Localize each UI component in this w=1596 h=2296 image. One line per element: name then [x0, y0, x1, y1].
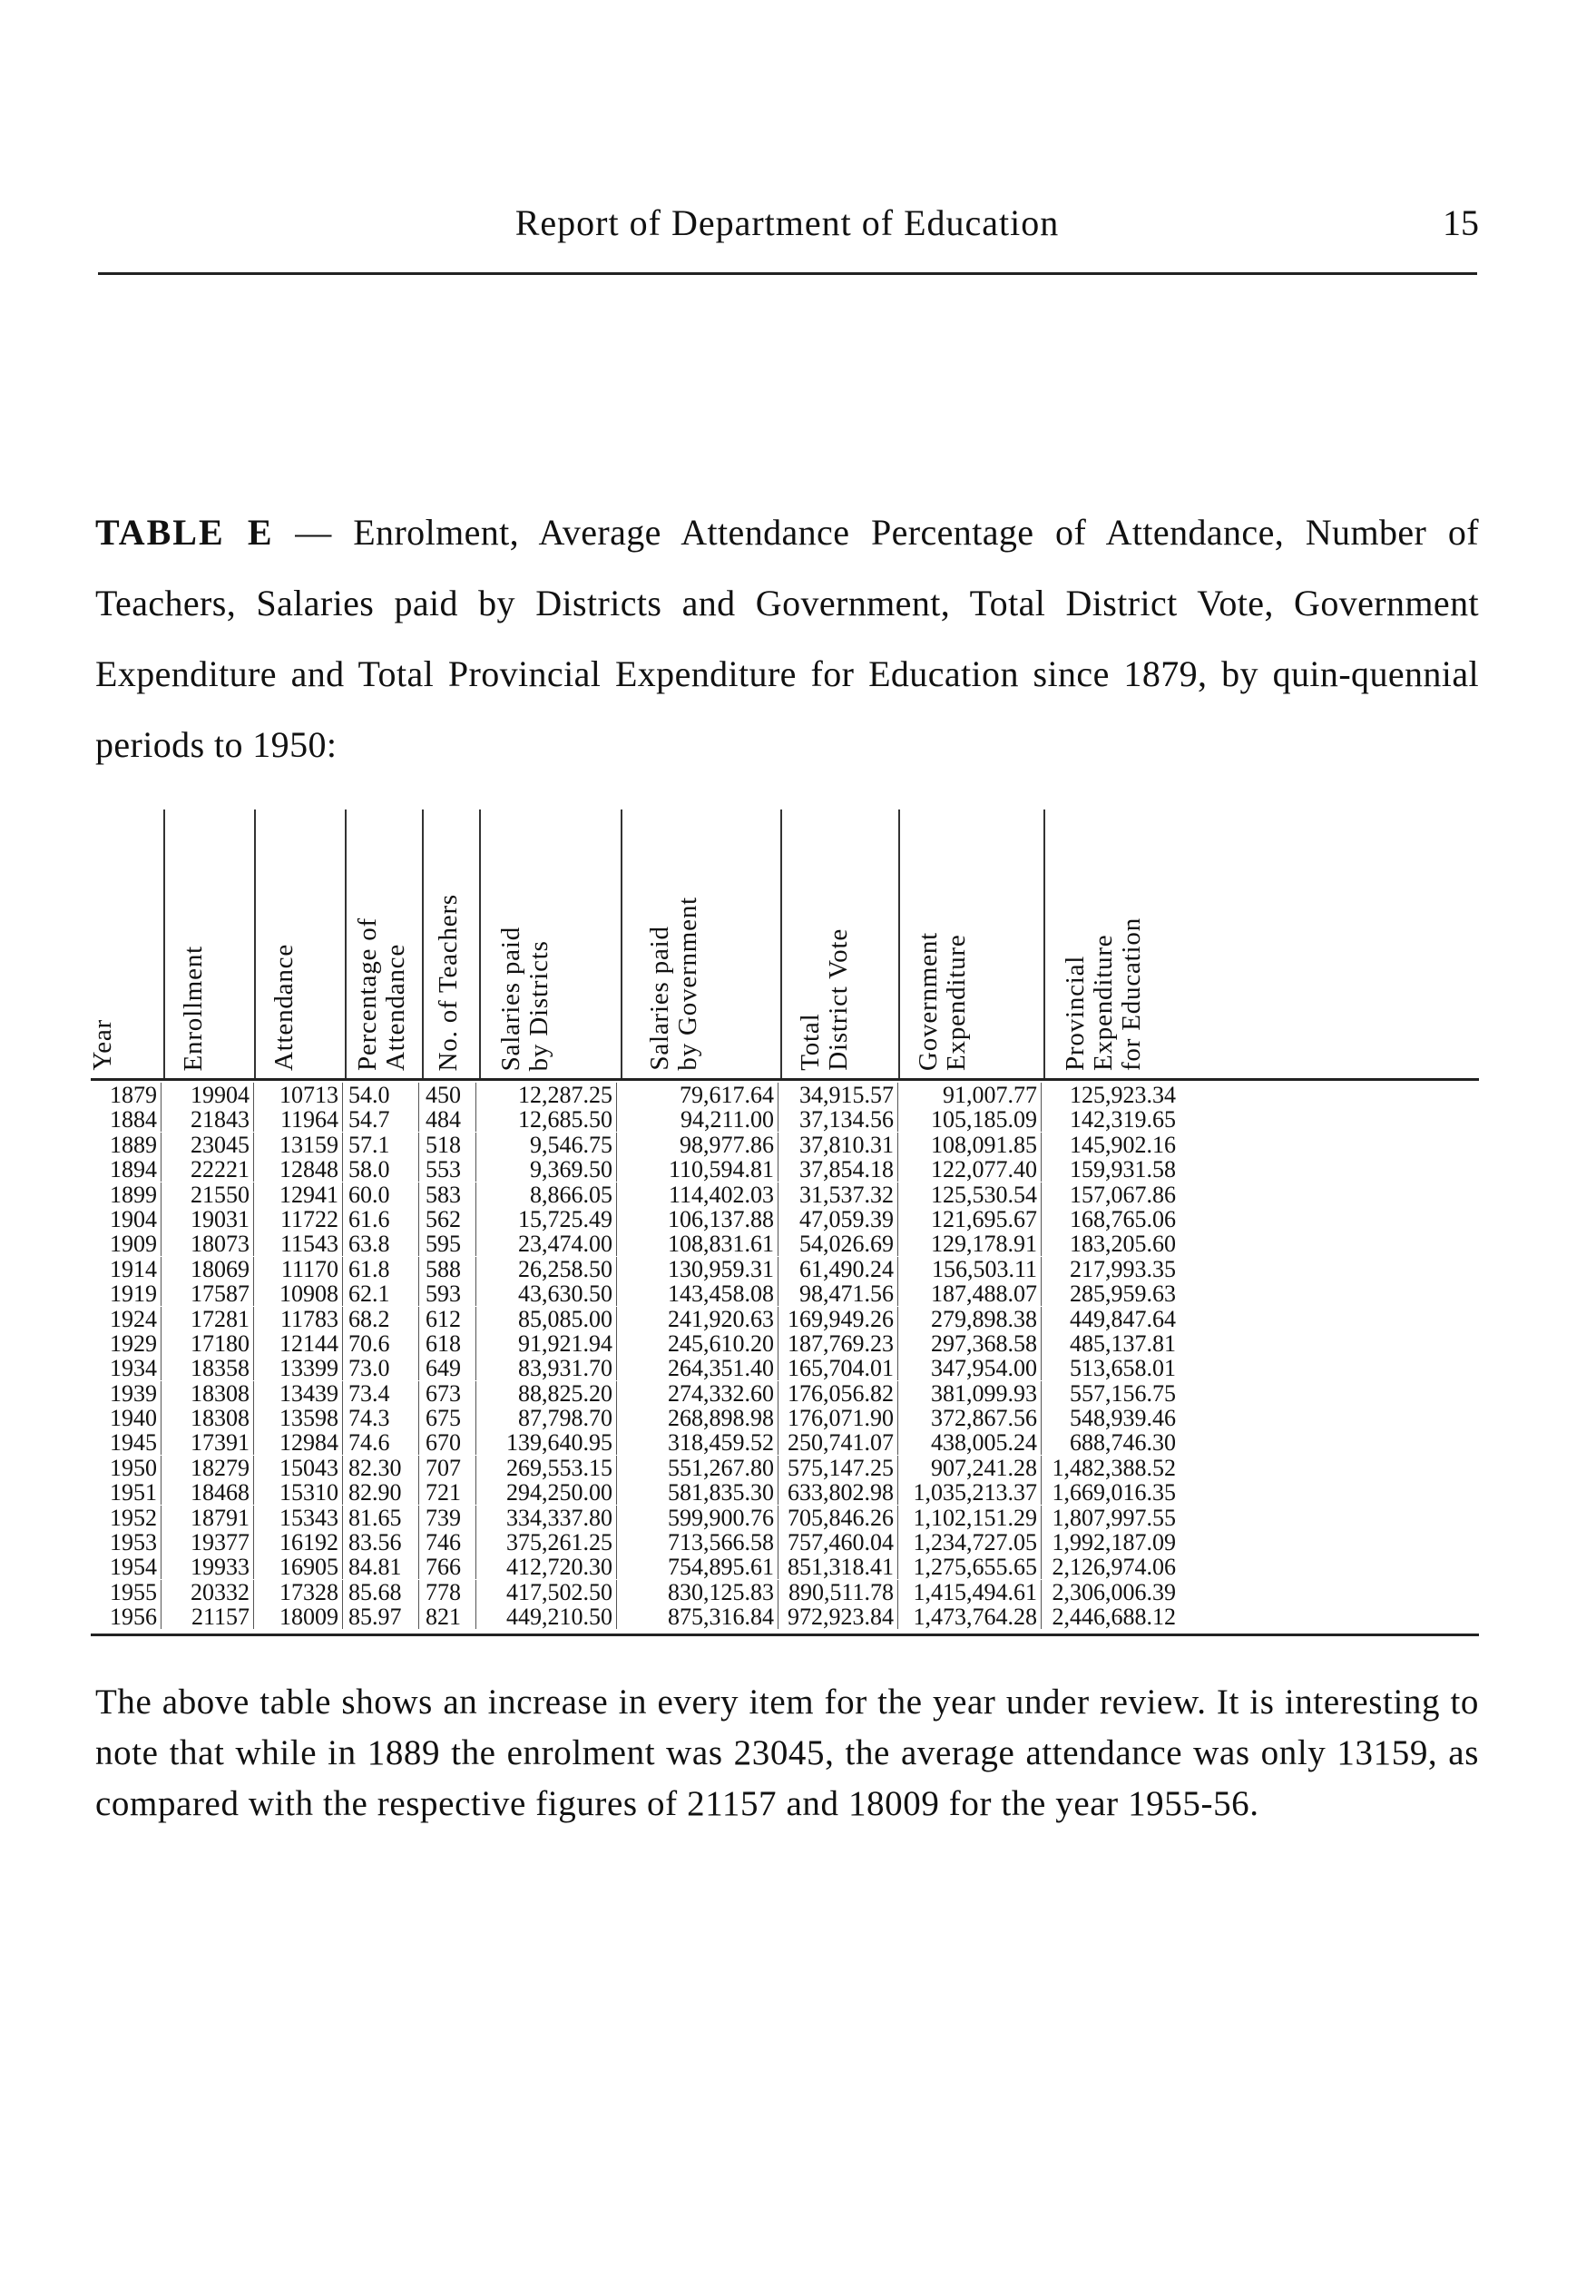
- table-cell: 1894: [91, 1157, 162, 1182]
- table-cell: 11783: [256, 1307, 343, 1331]
- table-cell: 157,067.86: [1070, 1181, 1176, 1208]
- table-cell: 73.0: [345, 1356, 419, 1380]
- table-cell: 83.56: [345, 1530, 419, 1555]
- header-label: Government Expenditure: [914, 932, 971, 1071]
- header-no-of-teachers: [422, 799, 479, 1078]
- table-cell: 1879: [91, 1083, 162, 1107]
- table-row: [91, 1580, 1479, 1604]
- table-cell: 1950: [91, 1456, 162, 1480]
- table-cell: 575,147.25: [780, 1456, 898, 1480]
- table-cell: 1909: [91, 1231, 162, 1256]
- table-cell: 588: [422, 1257, 476, 1281]
- table-cell: 268,898.98: [622, 1406, 778, 1430]
- table-cell: 82.90: [345, 1480, 419, 1505]
- table-cell: 43,630.50: [479, 1281, 617, 1306]
- table-top-rule: [91, 1078, 1479, 1081]
- header-label: Enrollment: [179, 945, 208, 1071]
- table-cell: 274,332.60: [622, 1381, 778, 1406]
- table-cell: 15,725.49: [479, 1207, 617, 1231]
- table-cell: 673: [422, 1381, 476, 1406]
- table-row: [91, 1307, 1479, 1331]
- table-cell: 12984: [256, 1430, 343, 1455]
- table-cell: 1,992,187.09: [1052, 1529, 1176, 1556]
- table-body: [91, 1083, 1479, 1630]
- table-cell: 68.2: [345, 1307, 419, 1331]
- table-cell: 1,669,016.35: [1052, 1479, 1176, 1506]
- table-cell: 63.8: [345, 1231, 419, 1256]
- table-row: [91, 1257, 1479, 1281]
- table-cell: 61.8: [345, 1257, 419, 1281]
- header-percentage-attendance: [345, 799, 422, 1078]
- table-cell: 438,005.24: [900, 1430, 1042, 1455]
- table-cell: 12848: [256, 1157, 343, 1182]
- table-cell: 449,210.50: [479, 1604, 617, 1629]
- table-cell: 12941: [256, 1182, 343, 1207]
- table-cell: 583: [422, 1182, 476, 1207]
- table-cell: 11543: [256, 1231, 343, 1256]
- page-number: 15: [1443, 202, 1479, 243]
- table-cell: 54,026.69: [780, 1231, 898, 1256]
- table-cell: 130,959.31: [622, 1257, 778, 1281]
- column-divider: [1043, 809, 1045, 1078]
- table-cell: 484: [422, 1107, 476, 1132]
- table-cell: 17281: [163, 1307, 254, 1331]
- column-divider: [422, 809, 424, 1078]
- table-cell: 19377: [163, 1530, 254, 1555]
- table-cell: 285,959.63: [1070, 1280, 1176, 1308]
- table-row: [91, 1157, 1479, 1182]
- header-attendance: [254, 799, 345, 1078]
- table-cell: 70.6: [345, 1331, 419, 1356]
- table-cell: 17391: [163, 1430, 254, 1455]
- table-cell: 84.81: [345, 1555, 419, 1579]
- table-cell: 13159: [256, 1133, 343, 1157]
- table-cell: 12,685.50: [479, 1107, 617, 1132]
- table-cell: 168,765.06: [1070, 1205, 1176, 1232]
- table-cell: 18468: [163, 1480, 254, 1505]
- table-cell: 1,473,764.28: [900, 1604, 1042, 1629]
- table-cell: 347,954.00: [900, 1356, 1042, 1380]
- table-cell: 1939: [91, 1381, 162, 1406]
- table-cell: 2,306,006.39: [1052, 1578, 1176, 1605]
- table-cell: 37,854.18: [780, 1157, 898, 1182]
- table-header-row: [88, 799, 1479, 1078]
- table-cell: 156,503.11: [900, 1257, 1042, 1281]
- table-cell: 108,831.61: [622, 1231, 778, 1256]
- table-cell: 907,241.28: [900, 1456, 1042, 1480]
- header-year: [88, 799, 163, 1078]
- table-cell: 73.4: [345, 1381, 419, 1406]
- table-cell: 18308: [163, 1406, 254, 1430]
- table-cell: 61,490.24: [780, 1257, 898, 1281]
- table-cell: 47,059.39: [780, 1207, 898, 1231]
- table-row: [91, 1182, 1479, 1207]
- table-cell: 20332: [163, 1580, 254, 1604]
- table-cell: 91,007.77: [900, 1083, 1042, 1107]
- table-cell: 1956: [91, 1604, 162, 1629]
- table-cell: 26,258.50: [479, 1257, 617, 1281]
- table-cell: 412,720.30: [479, 1555, 617, 1579]
- table-cell: 18791: [163, 1506, 254, 1530]
- table-cell: 129,178.91: [900, 1231, 1042, 1256]
- table-cell: 82.30: [345, 1456, 419, 1480]
- table-row: [91, 1231, 1479, 1256]
- header-label: Provincial Expenditure for Education: [1061, 917, 1146, 1071]
- table-cell: 176,056.82: [780, 1381, 898, 1406]
- table-cell: 19031: [163, 1207, 254, 1231]
- header-total-district-vote: [780, 799, 898, 1078]
- table-cell: 16905: [256, 1555, 343, 1579]
- table-cell: 81.65: [345, 1506, 419, 1530]
- table-cell: 1951: [91, 1480, 162, 1505]
- header-label: Salaries paid by Districts: [496, 926, 553, 1071]
- table-cell: 19933: [163, 1555, 254, 1579]
- table-row: [91, 1456, 1479, 1480]
- table-cell: 176,071.90: [780, 1406, 898, 1430]
- table-cell: 294,250.00: [479, 1480, 617, 1505]
- column-divider: [345, 809, 347, 1078]
- table-cell: 58.0: [345, 1157, 419, 1182]
- table-cell: 381,099.93: [900, 1381, 1042, 1406]
- table-cell: 217,993.35: [1070, 1255, 1176, 1282]
- table-row: [91, 1406, 1479, 1430]
- table-cell: 297,368.58: [900, 1331, 1042, 1356]
- table-cell: 110,594.81: [622, 1157, 778, 1182]
- table-cell: 318,459.52: [622, 1430, 778, 1455]
- table-cell: 513,658.01: [1070, 1355, 1176, 1382]
- table-cell: 54.7: [345, 1107, 419, 1132]
- table-cell: 1919: [91, 1281, 162, 1306]
- table-cell: 122,077.40: [900, 1157, 1042, 1182]
- header-label: Salaries paid by Government: [645, 897, 702, 1071]
- table-cell: 713,566.58: [622, 1530, 778, 1555]
- table-row: [91, 1555, 1479, 1579]
- table-cell: 851,318.41: [780, 1555, 898, 1579]
- header-salaries-government: [621, 799, 780, 1078]
- table-cell: 1953: [91, 1530, 162, 1555]
- table-cell: 890,511.78: [780, 1580, 898, 1604]
- table-cell: 548,939.46: [1070, 1405, 1176, 1432]
- column-divider: [780, 809, 782, 1078]
- table-cell: 245,610.20: [622, 1331, 778, 1356]
- table-cell: 85,085.00: [479, 1307, 617, 1331]
- table-cell: 279,898.38: [900, 1307, 1042, 1331]
- table-cell: 553: [422, 1157, 476, 1182]
- table-cell: 121,695.67: [900, 1207, 1042, 1231]
- table-cell: 18308: [163, 1381, 254, 1406]
- table-cell: 22221: [163, 1157, 254, 1182]
- table-cell: 165,704.01: [780, 1356, 898, 1380]
- table-cell: 599,900.76: [622, 1506, 778, 1530]
- table-label: TABLE E: [95, 512, 274, 553]
- table-row: [91, 1207, 1479, 1231]
- table-cell: 757,460.04: [780, 1530, 898, 1555]
- table-cell: 87,798.70: [479, 1406, 617, 1430]
- table-cell: 17587: [163, 1281, 254, 1306]
- table-cell: 11722: [256, 1207, 343, 1231]
- table-cell: 85.97: [345, 1604, 419, 1629]
- table-cell: 16192: [256, 1530, 343, 1555]
- table-cell: 108,091.85: [900, 1133, 1042, 1157]
- table-cell: 15310: [256, 1480, 343, 1505]
- table-cell: 94,211.00: [622, 1107, 778, 1132]
- table-cell: 612: [422, 1307, 476, 1331]
- table-cell: 1,275,655.65: [900, 1555, 1042, 1579]
- table-cell: 91,921.94: [479, 1331, 617, 1356]
- table-cell: 10908: [256, 1281, 343, 1306]
- table-cell: 1952: [91, 1506, 162, 1530]
- table-cell: 21550: [163, 1182, 254, 1207]
- table-cell: 241,920.63: [622, 1307, 778, 1331]
- table-cell: 1945: [91, 1430, 162, 1455]
- table-cell: 74.6: [345, 1430, 419, 1455]
- table-cell: 17180: [163, 1331, 254, 1356]
- header-salaries-districts: [479, 799, 621, 1078]
- table-cell: 2,126,974.06: [1052, 1554, 1176, 1581]
- table-cell: 1,234,727.05: [900, 1530, 1042, 1555]
- table-cell: 125,530.54: [900, 1182, 1042, 1207]
- table-cell: 17328: [256, 1580, 343, 1604]
- table-cell: 1,415,494.61: [900, 1580, 1042, 1604]
- table-cell: 1904: [91, 1207, 162, 1231]
- table-cell: 98,977.86: [622, 1133, 778, 1157]
- table-cell: 557,156.75: [1070, 1379, 1176, 1407]
- table-cell: 269,553.15: [479, 1456, 617, 1480]
- table-cell: 675: [422, 1406, 476, 1430]
- column-divider: [163, 809, 165, 1078]
- table-cell: 450: [422, 1083, 476, 1107]
- table-cell: 595: [422, 1231, 476, 1256]
- table-cell: 13598: [256, 1406, 343, 1430]
- table-cell: 187,769.23: [780, 1331, 898, 1356]
- table-cell: 1899: [91, 1182, 162, 1207]
- table-cell: 417,502.50: [479, 1580, 617, 1604]
- table-cell: 778: [422, 1580, 476, 1604]
- table-cell: 37,134.56: [780, 1107, 898, 1132]
- table-cell: 9,369.50: [479, 1157, 617, 1182]
- table-cell: 114,402.03: [622, 1182, 778, 1207]
- table-cell: 21843: [163, 1107, 254, 1132]
- header-rule: [98, 272, 1477, 275]
- table-row: [91, 1107, 1479, 1132]
- table-cell: 746: [422, 1530, 476, 1555]
- table-cell: 618: [422, 1331, 476, 1356]
- table-cell: 11964: [256, 1107, 343, 1132]
- table-cell: 1,482,388.52: [1052, 1454, 1176, 1481]
- table-cell: 60.0: [345, 1182, 419, 1207]
- table-cell: 754,895.61: [622, 1555, 778, 1579]
- column-divider: [898, 809, 900, 1078]
- table-cell: 10713: [256, 1083, 343, 1107]
- table-cell: 18279: [163, 1456, 254, 1480]
- table-cell: 62.1: [345, 1281, 419, 1306]
- table-row: [91, 1430, 1479, 1455]
- table-cell: 98,471.56: [780, 1281, 898, 1306]
- table-bottom-rule: [91, 1634, 1479, 1636]
- column-divider: [254, 809, 256, 1078]
- table-cell: 18069: [163, 1257, 254, 1281]
- table-cell: 1924: [91, 1307, 162, 1331]
- column-divider: [621, 809, 622, 1078]
- table-cell: 721: [422, 1480, 476, 1505]
- table-cell: 23,474.00: [479, 1231, 617, 1256]
- table-cell: 54.0: [345, 1083, 419, 1107]
- table-cell: 21157: [163, 1604, 254, 1629]
- table-row: [91, 1506, 1479, 1530]
- table-cell: 159,931.58: [1070, 1156, 1176, 1183]
- table-caption: [95, 497, 1479, 780]
- table-cell: 372,867.56: [900, 1406, 1042, 1430]
- table-cell: 19904: [163, 1083, 254, 1107]
- table-cell: 688,746.30: [1070, 1429, 1176, 1457]
- table-cell: 449,847.64: [1070, 1305, 1176, 1332]
- table-cell: 37,810.31: [780, 1133, 898, 1157]
- table-cell: 18358: [163, 1356, 254, 1380]
- table-cell: 23045: [163, 1133, 254, 1157]
- table-cell: 562: [422, 1207, 476, 1231]
- table-cell: 2,446,688.12: [1052, 1604, 1176, 1631]
- running-head: [95, 201, 1479, 256]
- body-paragraph: The above table shows an increase in every item for the year under review. It is interesting to note that while in 1889 the enrolment was 23045, the average attendance was only 13159, as compared with the respective figures of 21157 and 18009 for the year 1955-56.: [95, 1683, 1479, 1823]
- table-cell: 61.6: [345, 1207, 419, 1231]
- table-cell: 13399: [256, 1356, 343, 1380]
- table-cell: 85.68: [345, 1580, 419, 1604]
- table-cell: 1,807,997.55: [1052, 1504, 1176, 1531]
- header-enrollment: [163, 799, 254, 1078]
- table-cell: 143,458.08: [622, 1281, 778, 1306]
- table-cell: 125,923.34: [1070, 1082, 1176, 1108]
- table-cell: 13439: [256, 1381, 343, 1406]
- table-row: [91, 1356, 1479, 1380]
- running-head-title: Report of Department of Education: [514, 202, 1060, 243]
- table-cell: 34,915.57: [780, 1083, 898, 1107]
- table-row: [91, 1281, 1479, 1306]
- table-cell: 1955: [91, 1580, 162, 1604]
- table-caption-text: — Enrolment, Average Attendance Percentage of Attendance, Number of Teachers, Salaries paid by Districts and Government, Total District Vote, Government Expenditure and Total Provincial Expenditure for Education since 1879, by quin-quennial periods to 1950:: [95, 512, 1479, 765]
- table-cell: 18009: [256, 1604, 343, 1629]
- table-cell: 633,802.98: [780, 1480, 898, 1505]
- table-cell: 972,923.84: [780, 1604, 898, 1629]
- table-cell: 79,617.64: [622, 1083, 778, 1107]
- table-cell: 139,640.95: [479, 1430, 617, 1455]
- header-label: Year: [88, 1019, 117, 1071]
- table-cell: 551,267.80: [622, 1456, 778, 1480]
- table-cell: 169,949.26: [780, 1307, 898, 1331]
- header-label: No. of Teachers: [434, 893, 463, 1071]
- table-cell: 15343: [256, 1506, 343, 1530]
- table-cell: 581,835.30: [622, 1480, 778, 1505]
- table-cell: 142,319.65: [1070, 1106, 1176, 1133]
- table-cell: 707: [422, 1456, 476, 1480]
- table-cell: 88,825.20: [479, 1381, 617, 1406]
- table-row: [91, 1381, 1479, 1406]
- table-cell: 649: [422, 1356, 476, 1380]
- header-label: Attendance: [269, 943, 299, 1071]
- table-cell: 1914: [91, 1257, 162, 1281]
- table-row: [91, 1530, 1479, 1555]
- table-cell: 766: [422, 1555, 476, 1579]
- table-cell: 12,287.25: [479, 1083, 617, 1107]
- table-cell: 9,546.75: [479, 1133, 617, 1157]
- table-cell: 187,488.07: [900, 1281, 1042, 1306]
- table-cell: 8,866.05: [479, 1182, 617, 1207]
- table-cell: 875,316.84: [622, 1604, 778, 1629]
- table-cell: 830,125.83: [622, 1580, 778, 1604]
- table-row: [91, 1331, 1479, 1356]
- table-cell: 518: [422, 1133, 476, 1157]
- table-cell: 1929: [91, 1331, 162, 1356]
- table-cell: 485,137.81: [1070, 1330, 1176, 1357]
- header-government-expenditure: [898, 799, 1043, 1078]
- table-cell: 12144: [256, 1331, 343, 1356]
- header-label: Percentage of Attendance: [353, 917, 410, 1071]
- table-row: [91, 1133, 1479, 1157]
- table-cell: 1889: [91, 1133, 162, 1157]
- table-cell: 74.3: [345, 1406, 419, 1430]
- table-cell: 334,337.80: [479, 1506, 617, 1530]
- table-cell: 1954: [91, 1555, 162, 1579]
- header-provincial-expenditure: [1043, 799, 1180, 1078]
- education-statistics-table: [88, 799, 1479, 1631]
- table-cell: 1,035,213.37: [900, 1480, 1042, 1505]
- table-cell: 145,902.16: [1070, 1131, 1176, 1158]
- table-cell: 821: [422, 1604, 476, 1629]
- table-cell: 1,102,151.29: [900, 1506, 1042, 1530]
- table-cell: 31,537.32: [780, 1182, 898, 1207]
- table-row: [91, 1083, 1479, 1107]
- table-cell: 1884: [91, 1107, 162, 1132]
- header-label: Total District Vote: [796, 928, 853, 1071]
- table-cell: 705,846.26: [780, 1506, 898, 1530]
- table-cell: 15043: [256, 1456, 343, 1480]
- table-cell: 375,261.25: [479, 1530, 617, 1555]
- table-cell: 57.1: [345, 1133, 419, 1157]
- table-cell: 1934: [91, 1356, 162, 1380]
- table-cell: 106,137.88: [622, 1207, 778, 1231]
- table-cell: 183,205.60: [1070, 1231, 1176, 1258]
- table-cell: 739: [422, 1506, 476, 1530]
- table-row: [91, 1604, 1479, 1629]
- column-divider: [479, 809, 481, 1078]
- table-cell: 264,351.40: [622, 1356, 778, 1380]
- table-cell: 593: [422, 1281, 476, 1306]
- table-cell: 18073: [163, 1231, 254, 1256]
- table-row: [91, 1480, 1479, 1505]
- table-cell: 250,741.07: [780, 1430, 898, 1455]
- table-cell: 1940: [91, 1406, 162, 1430]
- table-cell: 670: [422, 1430, 476, 1455]
- table-cell: 105,185.09: [900, 1107, 1042, 1132]
- table-cell: 11170: [256, 1257, 343, 1281]
- table-cell: 83,931.70: [479, 1356, 617, 1380]
